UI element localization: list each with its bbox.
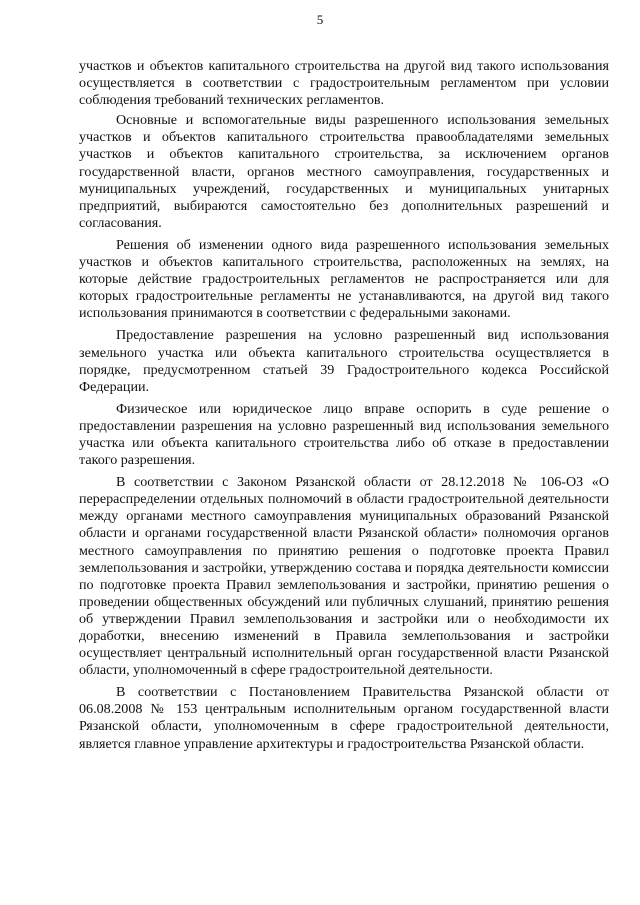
paragraph-court-appeal: Физическое или юридическое лицо вправе оспорить в суде решение о предоставлении разрешения на условно разрешенный вид использования земельного участка или объекта капитального строительства либо об отказе в предоставлении такого разрешения. [79,400,609,469]
paragraph-conditional-permission: Предоставление разрешения на условно разрешенный вид использования земельного участка или объекта капитального строительства осуществляется в порядке, предусмотренном статьей 39 Градостроительного кодекса Российской Федерации. [79,327,609,395]
page-number: 5 [316,12,324,27]
paragraph-ryazan-law: В соответствии с Законом Рязанской области от 28.12.2018 № 106-ОЗ «О перераспределении отдельных полномочий в области градостроительной деятельности между органами местного самоуправления муниципальных образований Рязанской области и органами государственной власти Рязанской области» полномочия органов местного самоуправления по принятию решения о подготовке проекта Правил землепользования и застройки, утверждению состава и порядка деятельности комиссии по подготовке проекта Правил землепользования и застройки, принятию решения о проведении общественных обсуждений или публичных слушаний, принятию решения об утверждении Правил землепользования и застройки или о необходимости их доработки, внесению изменений в Правила землепользования и застройки осуществляет центральный исполнительный орган государственной власти Рязанской области, уполномоченный в сфере градостроительной деятельности. [79,474,609,679]
paragraph-basic-use-types: Основные и вспомогательные виды разрешенного использования земельных участков и объектов капитального строительства правообладателями земельных участков и объектов капитального строительства, за исключением органов государственной власти, органов местного самоуправления, государственных и муниципальных учреждений, государственных и муниципальных унитарных предприятий, выбираются самостоятельно без дополнительных разрешений и согласования. [79,112,609,231]
paragraph-change-decisions: Решения об изменении одного вида разрешенного использования земельных участков и объектов капитального строительства, расположенных на землях, на которые действие градостроительных регламентов не распространяется или для которых градостроительные регламенты не устанавливаются, на другой вид такого использования принимаются в соответствии с федеральными законами. [79,236,609,322]
document-body [79,58,609,758]
paragraph-government-resolution: В соответствии с Постановлением Правительства Рязанской области от 06.08.2008 № 153 центральным исполнительным органом государственной власти Рязанской области, уполномоченным в сфере градостроительной деятельности, является главное управление архитектуры и градостроительства Рязанской области. [79,684,609,752]
paragraph-continuation: участков и объектов капитального строительства на другой вид такого использования осуществляется в соответствии с градостроительным регламентом при условии соблюдения требований технических регламентов. [79,58,609,109]
